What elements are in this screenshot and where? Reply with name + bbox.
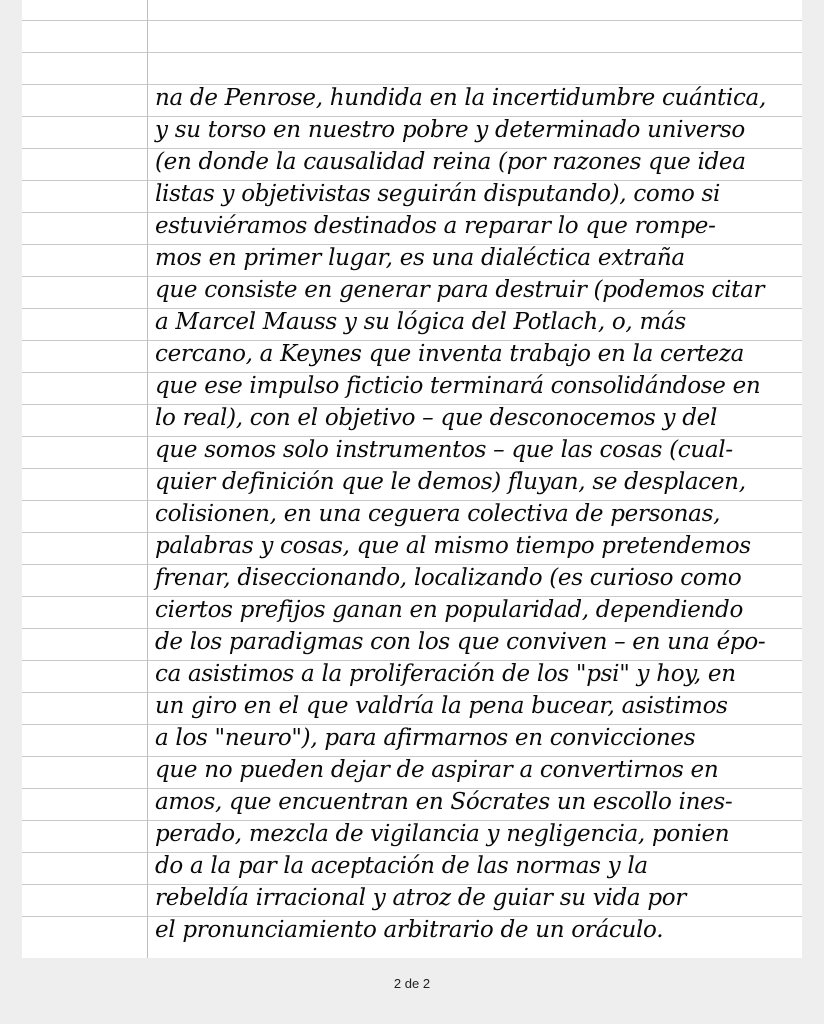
text-line-content: palabras y cosas, que al mismo tiempo pretendemos xyxy=(155,533,751,559)
text-line-content: un giro en el que valdría la pena bucear, asistimos xyxy=(155,693,728,719)
text-line-content: lo real), con el objetivo – que desconocemos y del xyxy=(155,405,718,431)
text-line-content: estuviéramos destinados a reparar lo que rompe- xyxy=(155,213,716,239)
text-line-content: amos, que encuentran en Sócrates un escollo ines- xyxy=(155,789,733,815)
text-line xyxy=(155,274,795,306)
text-line xyxy=(155,306,795,338)
text-line-content: cercano, a Keynes que inventa trabajo en la certeza xyxy=(155,341,745,367)
text-line-content: el pronunciamiento arbitrario de un oráculo. xyxy=(155,917,664,943)
text-line-content: do a la par la aceptación de las normas y la xyxy=(155,853,648,879)
text-line xyxy=(155,818,795,850)
text-line-content: de los paradigmas con los que conviven – en una épo- xyxy=(155,629,766,655)
margin-line xyxy=(147,0,148,958)
text-line xyxy=(155,562,795,594)
text-line xyxy=(155,338,795,370)
text-line xyxy=(155,466,795,498)
page-indicator: 2 de 2 xyxy=(393,976,431,991)
text-line xyxy=(155,850,795,882)
text-line-content: listas y objetivistas seguirán disputando), como si xyxy=(155,181,721,207)
text-line xyxy=(155,530,795,562)
handwritten-text xyxy=(155,82,795,946)
text-line xyxy=(155,690,795,722)
text-line-content: ciertos prefijos ganan en popularidad, dependiendo xyxy=(155,597,744,623)
text-line-content: perado, mezcla de vigilancia y negligencia, ponien xyxy=(155,821,730,847)
text-line xyxy=(155,786,795,818)
text-line-content: que somos solo instrumentos – que las cosas (cual- xyxy=(155,437,733,463)
text-line xyxy=(155,242,795,274)
text-line xyxy=(155,658,795,690)
text-line xyxy=(155,754,795,786)
text-line xyxy=(155,210,795,242)
text-line xyxy=(155,498,795,530)
text-line-content: y su torso en nuestro pobre y determinado universo xyxy=(155,117,745,143)
text-line xyxy=(155,82,795,114)
text-line xyxy=(155,434,795,466)
text-line-content: a Marcel Mauss y su lógica del Potlach, o, más xyxy=(155,309,686,335)
text-line-content: frenar, diseccionando, localizando (es curioso como xyxy=(155,565,742,591)
text-line xyxy=(155,594,795,626)
text-line xyxy=(155,722,795,754)
text-line-content: mos en primer lugar, es una dialéctica extraña xyxy=(155,245,685,271)
text-line xyxy=(155,402,795,434)
notebook-page xyxy=(22,0,802,958)
text-line xyxy=(155,178,795,210)
text-line-content: ca asistimos a la proliferación de los "psi" y hoy, en xyxy=(155,661,736,687)
text-line-content: que consiste en generar para destruir (podemos citar xyxy=(155,277,765,303)
text-line-content: (en donde la causalidad reina (por razones que idea xyxy=(155,149,746,175)
text-line xyxy=(155,114,795,146)
text-line-content: quier definición que le demos) fluyan, se desplacen, xyxy=(155,469,746,495)
text-line xyxy=(155,370,795,402)
text-line xyxy=(155,626,795,658)
text-line-content: na de Penrose, hundida en la incertidumbre cuántica, xyxy=(155,85,766,111)
text-line xyxy=(155,146,795,178)
text-line-content: que ese impulso ficticio terminará consolidándose en xyxy=(155,373,761,399)
text-line xyxy=(155,882,795,914)
text-line-content: colisionen, en una ceguera colectiva de personas, xyxy=(155,501,721,527)
text-line-content: a los "neuro"), para afirmarnos en convicciones xyxy=(155,725,696,751)
text-line-content: rebeldía irracional y atroz de guiar su vida por xyxy=(155,885,687,911)
text-line-content: que no pueden dejar de aspirar a convertirnos en xyxy=(155,757,719,783)
text-line xyxy=(155,914,795,946)
